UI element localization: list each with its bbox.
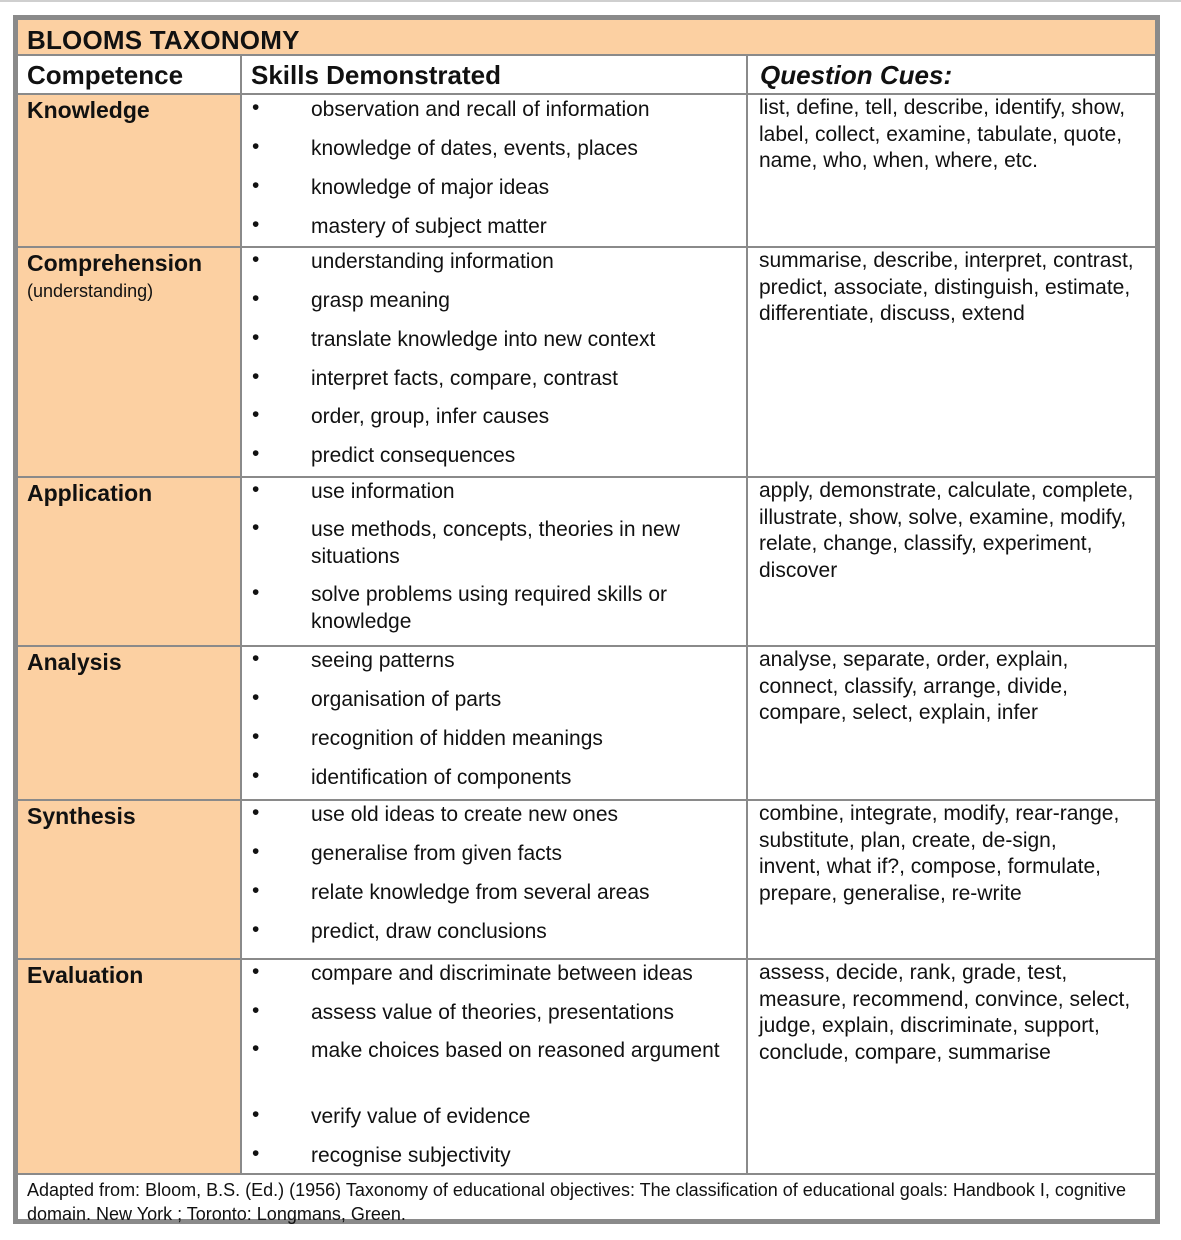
- competence-name: Analysis: [27, 649, 122, 675]
- competence-name: Application: [27, 480, 153, 506]
- table-row: [18, 248, 1155, 478]
- header-cues: [748, 56, 1155, 95]
- citation-text: Adapted from: Bloom, B.S. (Ed.) (1956) Taxonomy of educational objectives: The classification of educational goals: Handbook I, cognitive domain. New York ; Toronto: Longmans, Green.: [27, 1180, 1126, 1224]
- bullet: •: [252, 96, 260, 119]
- bullet: •: [252, 647, 260, 670]
- competence-name: Evaluation: [27, 962, 144, 988]
- competence-cell: [18, 95, 242, 246]
- competence-name: Knowledge: [27, 97, 150, 123]
- header-competence: [18, 56, 242, 95]
- table-row: [18, 647, 1155, 801]
- bullet: •: [252, 960, 260, 983]
- bullet: •: [252, 1142, 260, 1165]
- cues-cell: [748, 647, 1155, 799]
- header-competence-label: Competence: [27, 60, 184, 90]
- taxonomy-table: [13, 15, 1160, 1224]
- competence-subtitle: (understanding): [27, 281, 154, 301]
- header-cues-label: Question Cues:: [760, 60, 953, 90]
- table-row: [18, 478, 1155, 647]
- competence-cell: [18, 478, 242, 645]
- skills-cell: • understanding information • grasp meaning • translate knowledge into new context • interpret facts, compare, contrast • order, group, infer causes • predict consequences: [242, 248, 748, 476]
- question-cues: list, define, tell, describe, identify, show, label, collect, examine, tabulate, quote, name, who, when, where, etc.: [759, 96, 1126, 172]
- competence-cell: [18, 248, 242, 476]
- bullet: •: [252, 403, 260, 426]
- top-divider: [0, 0, 1181, 2]
- table-row: [18, 960, 1155, 1175]
- competence-name: Synthesis: [27, 803, 136, 829]
- bullet: •: [252, 478, 260, 501]
- bullet: •: [252, 174, 260, 197]
- bullet: •: [252, 581, 260, 604]
- table-row: [18, 801, 1155, 960]
- bullet: •: [252, 135, 260, 158]
- bullet: •: [252, 686, 260, 709]
- skills-cell: • seeing patterns • organisation of parts • recognition of hidden meanings • identification of components: [242, 647, 748, 799]
- cues-cell: [748, 960, 1155, 1173]
- table-title: BLOOMS TAXONOMY: [27, 25, 300, 55]
- skills-cell: • observation and recall of information • knowledge of dates, events, places • knowledge of major ideas • mastery of subject matter: [242, 95, 748, 246]
- citation-footer: [18, 1175, 1155, 1224]
- bullet: •: [252, 918, 260, 941]
- bullet: •: [252, 516, 260, 539]
- bullet: •: [252, 213, 260, 236]
- table-row: [18, 95, 1155, 248]
- skills-cell: • compare and discriminate between ideas • assess value of theories, presentations • make choices based on reasoned argument • verify value of evidence • recognise subjectivity: [242, 960, 748, 1173]
- competence-cell: [18, 960, 242, 1173]
- question-cues: combine, integrate, modify, rear-range, substitute, plan, create, de-sign, invent, what if?, compose, formulate, prepare, generalise, re-write: [759, 802, 1126, 905]
- skills-cell: • use information • use methods, concepts, theories in new situations • solve problems using required skills or knowledge: [242, 478, 748, 645]
- question-cues: summarise, describe, interpret, contrast, predict, associate, distinguish, estimate, differentiate, discuss, extend: [759, 249, 1134, 325]
- bullet: •: [252, 840, 260, 863]
- cues-cell: [748, 801, 1155, 958]
- competence-cell: [18, 801, 242, 958]
- header-skills-label: Skills Demonstrated: [251, 60, 501, 90]
- bullet: •: [252, 879, 260, 902]
- bullet: •: [252, 1103, 260, 1126]
- bullet: •: [252, 248, 260, 271]
- question-cues: analyse, separate, order, explain, connect, classify, arrange, divide, compare, select, explain, infer: [759, 648, 1069, 724]
- competence-name: Comprehension: [27, 250, 203, 276]
- bullet: •: [252, 287, 260, 310]
- cues-cell: [748, 95, 1155, 246]
- question-cues: apply, demonstrate, calculate, complete, illustrate, show, solve, examine, modify, relate, change, classify, experiment, discover: [759, 479, 1134, 582]
- cues-cell: [748, 248, 1155, 476]
- bullet: •: [252, 801, 260, 824]
- bullet: •: [252, 764, 260, 787]
- competence-cell: [18, 647, 242, 799]
- question-cues: assess, decide, rank, grade, test, measure, recommend, convince, select, judge, explain, discriminate, support, conclude, compare, summarise: [759, 961, 1131, 1064]
- skills-cell: • use old ideas to create new ones • generalise from given facts • relate knowledge from several areas • predict, draw conclusions: [242, 801, 748, 958]
- cues-cell: [748, 478, 1155, 645]
- bullet: •: [252, 725, 260, 748]
- bullet: •: [252, 326, 260, 349]
- bullet: •: [252, 999, 260, 1022]
- bullet: •: [252, 1037, 260, 1060]
- header-skills: [242, 56, 748, 95]
- bullet: •: [252, 365, 260, 388]
- bullet: •: [252, 442, 260, 465]
- table-title-bar: [18, 20, 1155, 56]
